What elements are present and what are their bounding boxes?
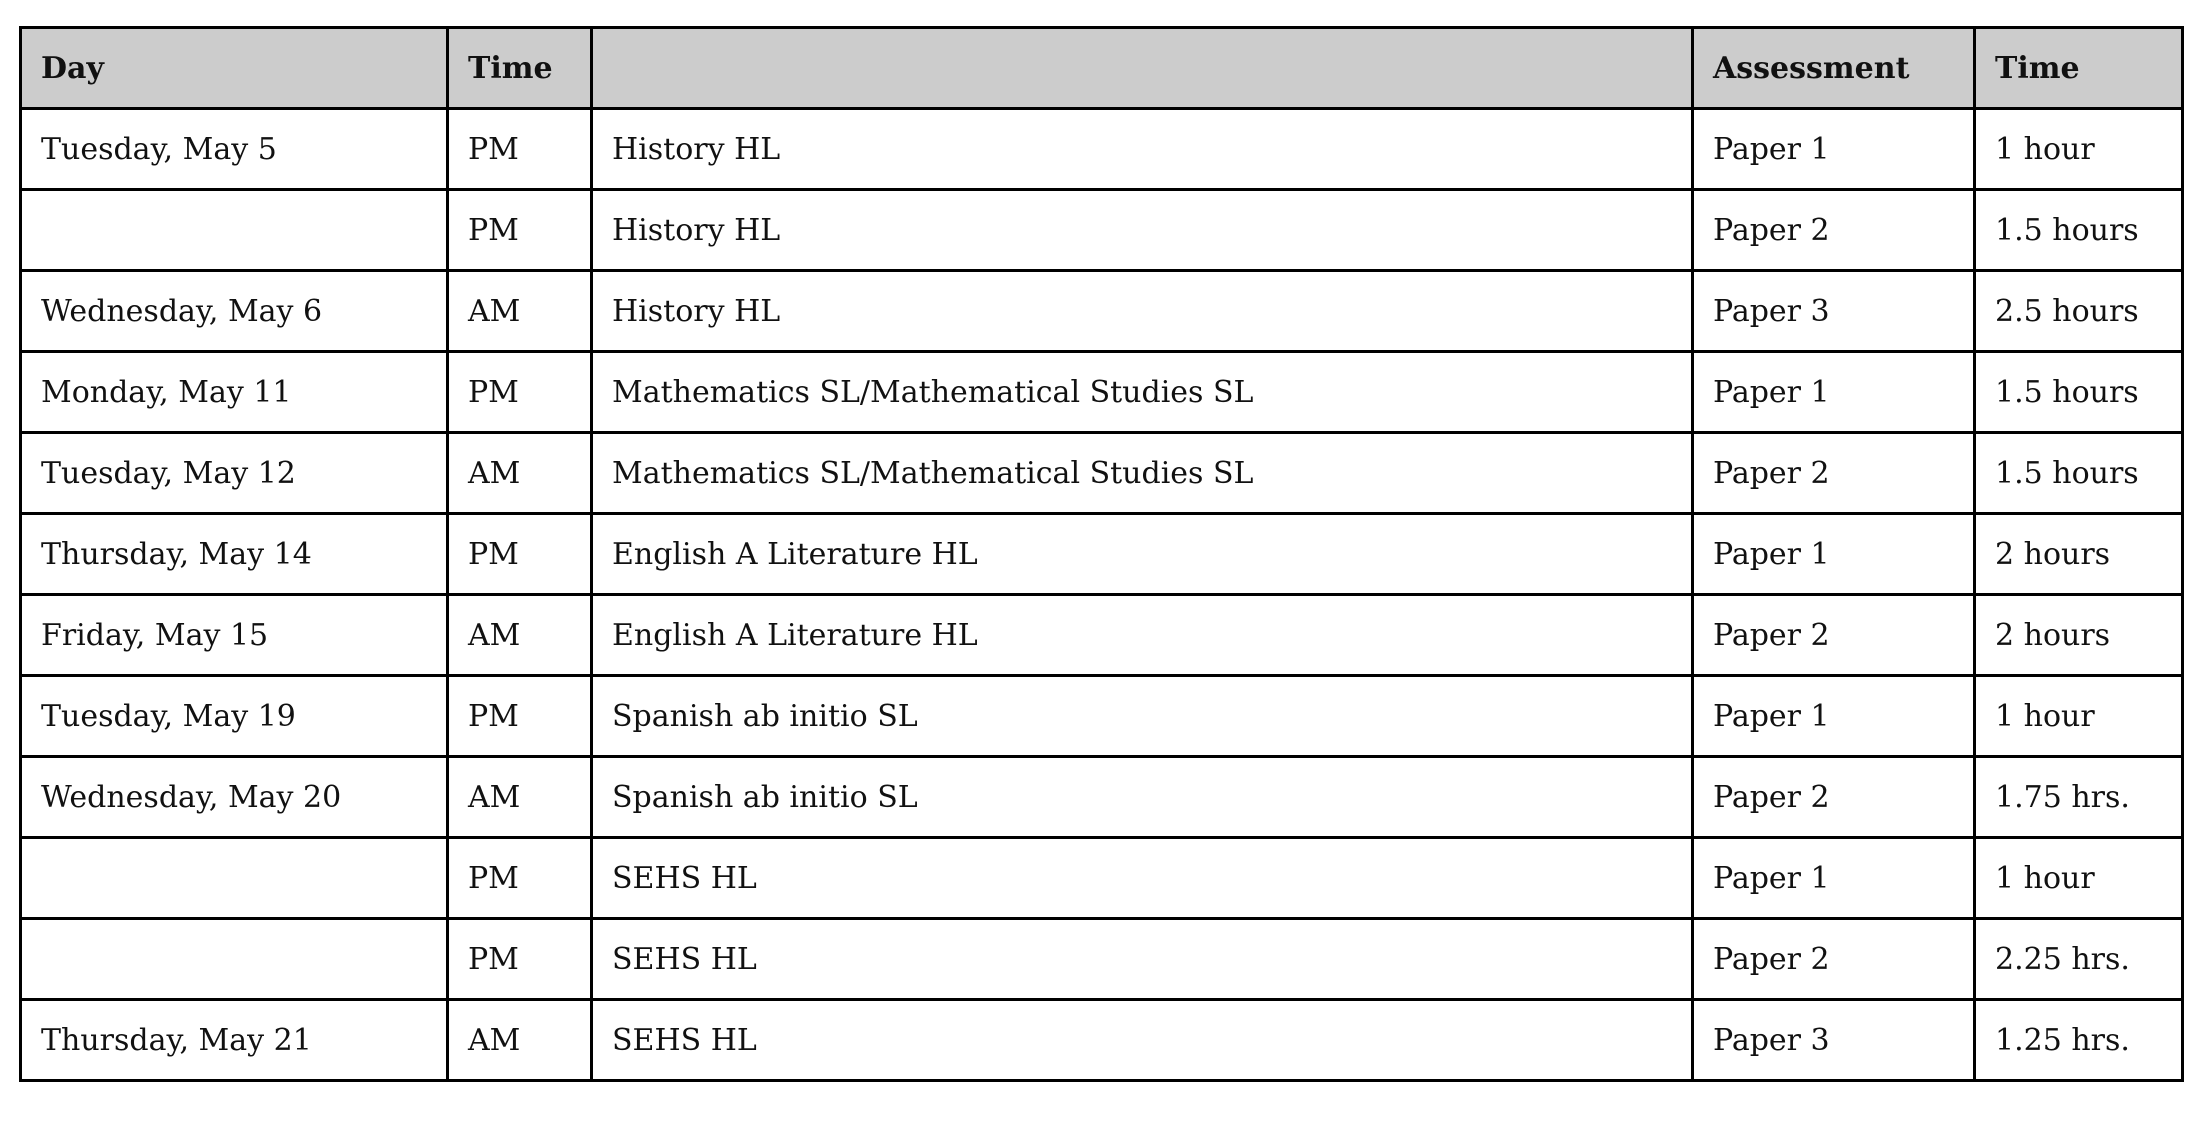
cell-subject: English A Literature HL (592, 595, 1693, 676)
cell-assessment: Paper 1 (1693, 838, 1975, 919)
cell-day (21, 190, 448, 271)
cell-time-slot: AM (448, 433, 592, 514)
cell-time-slot: PM (448, 838, 592, 919)
cell-assessment: Paper 1 (1693, 514, 1975, 595)
cell-time-slot: AM (448, 595, 592, 676)
table-row (21, 676, 2183, 757)
cell-time-slot: PM (448, 109, 592, 190)
table-row (21, 757, 2183, 838)
cell-day: Wednesday, May 6 (21, 271, 448, 352)
cell-day: Wednesday, May 20 (21, 757, 448, 838)
cell-duration: 1.5 hours (1975, 352, 2183, 433)
exam-schedule-table (19, 26, 2184, 1082)
cell-day: Tuesday, May 5 (21, 109, 448, 190)
cell-day: Thursday, May 21 (21, 1000, 448, 1081)
cell-day: Friday, May 15 (21, 595, 448, 676)
table-row (21, 109, 2183, 190)
cell-subject: History HL (592, 271, 1693, 352)
cell-assessment: Paper 3 (1693, 271, 1975, 352)
cell-duration: 2.25 hrs. (1975, 919, 2183, 1000)
cell-assessment: Paper 1 (1693, 676, 1975, 757)
cell-assessment: Paper 2 (1693, 919, 1975, 1000)
cell-subject: History HL (592, 190, 1693, 271)
cell-duration: 2 hours (1975, 514, 2183, 595)
cell-day: Tuesday, May 19 (21, 676, 448, 757)
cell-time-slot: AM (448, 271, 592, 352)
cell-time-slot: AM (448, 1000, 592, 1081)
cell-duration: 1.5 hours (1975, 433, 2183, 514)
cell-assessment: Paper 1 (1693, 109, 1975, 190)
cell-subject: SEHS HL (592, 1000, 1693, 1081)
cell-subject: History HL (592, 109, 1693, 190)
cell-subject: SEHS HL (592, 838, 1693, 919)
table-row (21, 1000, 2183, 1081)
cell-subject: Mathematics SL/Mathematical Studies SL (592, 433, 1693, 514)
cell-subject: English A Literature HL (592, 514, 1693, 595)
cell-assessment: Paper 2 (1693, 190, 1975, 271)
cell-duration: 2.5 hours (1975, 271, 2183, 352)
cell-subject: Spanish ab initio SL (592, 676, 1693, 757)
table-row (21, 190, 2183, 271)
cell-assessment: Paper 2 (1693, 433, 1975, 514)
cell-time-slot: PM (448, 514, 592, 595)
cell-duration: 1 hour (1975, 109, 2183, 190)
cell-subject: Mathematics SL/Mathematical Studies SL (592, 352, 1693, 433)
cell-duration: 2 hours (1975, 595, 2183, 676)
cell-duration: 1.25 hrs. (1975, 1000, 2183, 1081)
header-subject (592, 28, 1693, 109)
cell-time-slot: AM (448, 757, 592, 838)
cell-duration: 1 hour (1975, 838, 2183, 919)
cell-day (21, 838, 448, 919)
header-row (21, 28, 2183, 109)
cell-time-slot: PM (448, 676, 592, 757)
header-day: Day (21, 28, 448, 109)
cell-assessment: Paper 2 (1693, 595, 1975, 676)
cell-duration: 1 hour (1975, 676, 2183, 757)
cell-assessment: Paper 3 (1693, 1000, 1975, 1081)
cell-duration: 1.5 hours (1975, 190, 2183, 271)
cell-subject: Spanish ab initio SL (592, 757, 1693, 838)
header-duration: Time (1975, 28, 2183, 109)
cell-assessment: Paper 2 (1693, 757, 1975, 838)
exam-schedule-sheet (19, 26, 2181, 1082)
cell-duration: 1.75 hrs. (1975, 757, 2183, 838)
table-row (21, 595, 2183, 676)
cell-time-slot: PM (448, 190, 592, 271)
cell-day: Monday, May 11 (21, 352, 448, 433)
cell-subject: SEHS HL (592, 919, 1693, 1000)
cell-day: Tuesday, May 12 (21, 433, 448, 514)
table-row (21, 352, 2183, 433)
cell-time-slot: PM (448, 919, 592, 1000)
header-assessment: Assessment (1693, 28, 1975, 109)
cell-assessment: Paper 1 (1693, 352, 1975, 433)
cell-day (21, 919, 448, 1000)
table-row (21, 838, 2183, 919)
header-time-slot: Time (448, 28, 592, 109)
table-row (21, 919, 2183, 1000)
cell-day: Thursday, May 14 (21, 514, 448, 595)
table-row (21, 514, 2183, 595)
table-row (21, 271, 2183, 352)
cell-time-slot: PM (448, 352, 592, 433)
table-row (21, 433, 2183, 514)
